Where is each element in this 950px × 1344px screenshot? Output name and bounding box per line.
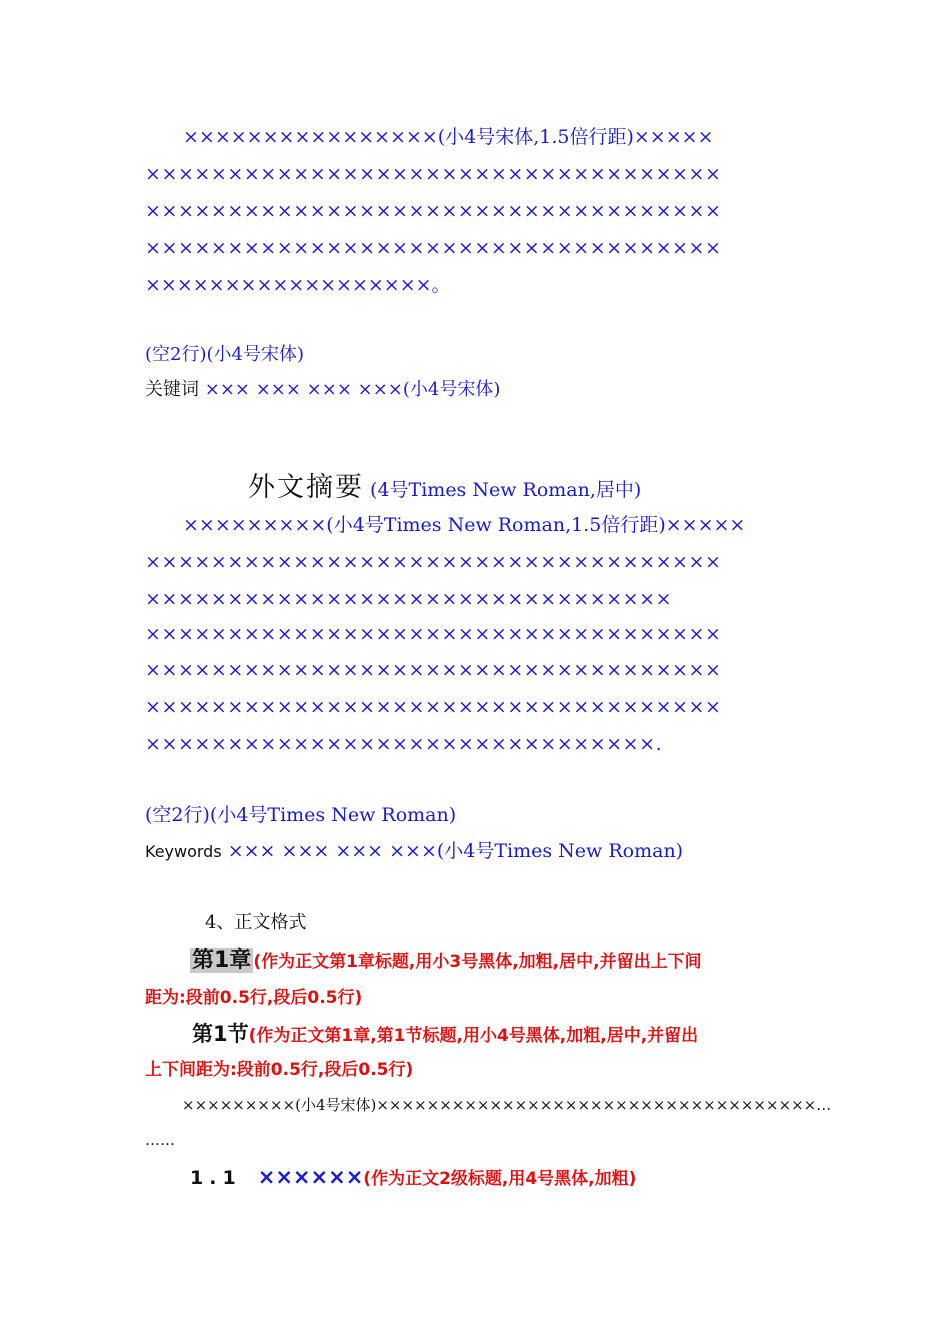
abstract-cn-line: ××××××××××××××××××××××××××××××××××× [145, 163, 722, 185]
abstract-en-line: ××××××××××××××××××××××××××××××××××× [145, 659, 722, 681]
keywords-label: Keywords [145, 842, 222, 861]
section-note: (作为正文第1章,第1节标题,用小4号黑体,加粗,居中,并留出 [248, 1026, 699, 1046]
abstract-en-line: ×××××××××××××××××××××××××××××××× [145, 588, 673, 610]
abstract-cn-keywords [145, 378, 500, 402]
subsection-note: (作为正文2级标题,用4号黑体,加粗) [363, 1169, 637, 1189]
abstract-en-title-line [248, 472, 641, 506]
abstract-en-keywords [145, 839, 683, 864]
abstract-en-blank-note: (空2行)(小4号Times New Roman) [145, 804, 457, 826]
abstract-en-title-note: (4号Times New Roman,居中) [370, 479, 642, 501]
abstract-en-title: 外文摘要 [248, 472, 364, 503]
keywords-value: ××× ××× ××× ×××(小4号Times New Roman) [227, 840, 684, 862]
section-note-cont: 上下间距为:段前0.5行,段后0.5行) [145, 1060, 414, 1080]
abstract-en-line: ××××××××××××××××××××××××××××××××××× [145, 696, 722, 718]
body-text-line: ×××××××××(小4号宋体)×××××××××××××××××××××××××××××××××××… [182, 1096, 832, 1114]
keywords-value: ××× ××× ××× ×××(小4号宋体) [204, 379, 501, 400]
section-label: 第1节 [192, 1022, 249, 1046]
section4-heading: 4、正文格式 [205, 912, 307, 933]
abstract-cn-line: ××××××××××××××××(小4号宋体,1.5倍行距)××××× [183, 126, 714, 148]
subsection-title-line [190, 1163, 636, 1193]
abstract-en-line: ×××××××××××××××××××××××××××××××. [145, 733, 663, 755]
section-title-line [192, 1020, 698, 1050]
chapter-note-cont: 距为:段前0.5行,段后0.5行) [145, 988, 363, 1008]
subsection-number: 1.1 [190, 1167, 242, 1189]
abstract-cn-line: ××××××××××××××××××。 [145, 274, 451, 296]
subsection-marks: ×××××× [257, 1165, 364, 1189]
abstract-en-line: ××××××××××××××××××××××××××××××××××× [145, 551, 722, 573]
abstract-cn-blank-note: (空2行)(小4号宋体) [145, 344, 304, 365]
chapter-note: (作为正文第1章标题,用小3号黑体,加粗,居中,并留出上下间 [253, 952, 702, 972]
body-text-line: …… [145, 1131, 175, 1149]
keywords-label: 关键词 [145, 379, 199, 400]
chapter-label: 第1章 [192, 948, 252, 973]
abstract-cn-line: ××××××××××××××××××××××××××××××××××× [145, 200, 722, 222]
abstract-cn-line: ××××××××××××××××××××××××××××××××××× [145, 237, 722, 259]
chapter-title-line [190, 947, 702, 976]
abstract-en-line: ××××××××××××××××××××××××××××××××××× [145, 623, 722, 645]
abstract-en-line: ×××××××××(小4号Times New Roman,1.5倍行距)××××× [183, 514, 746, 536]
